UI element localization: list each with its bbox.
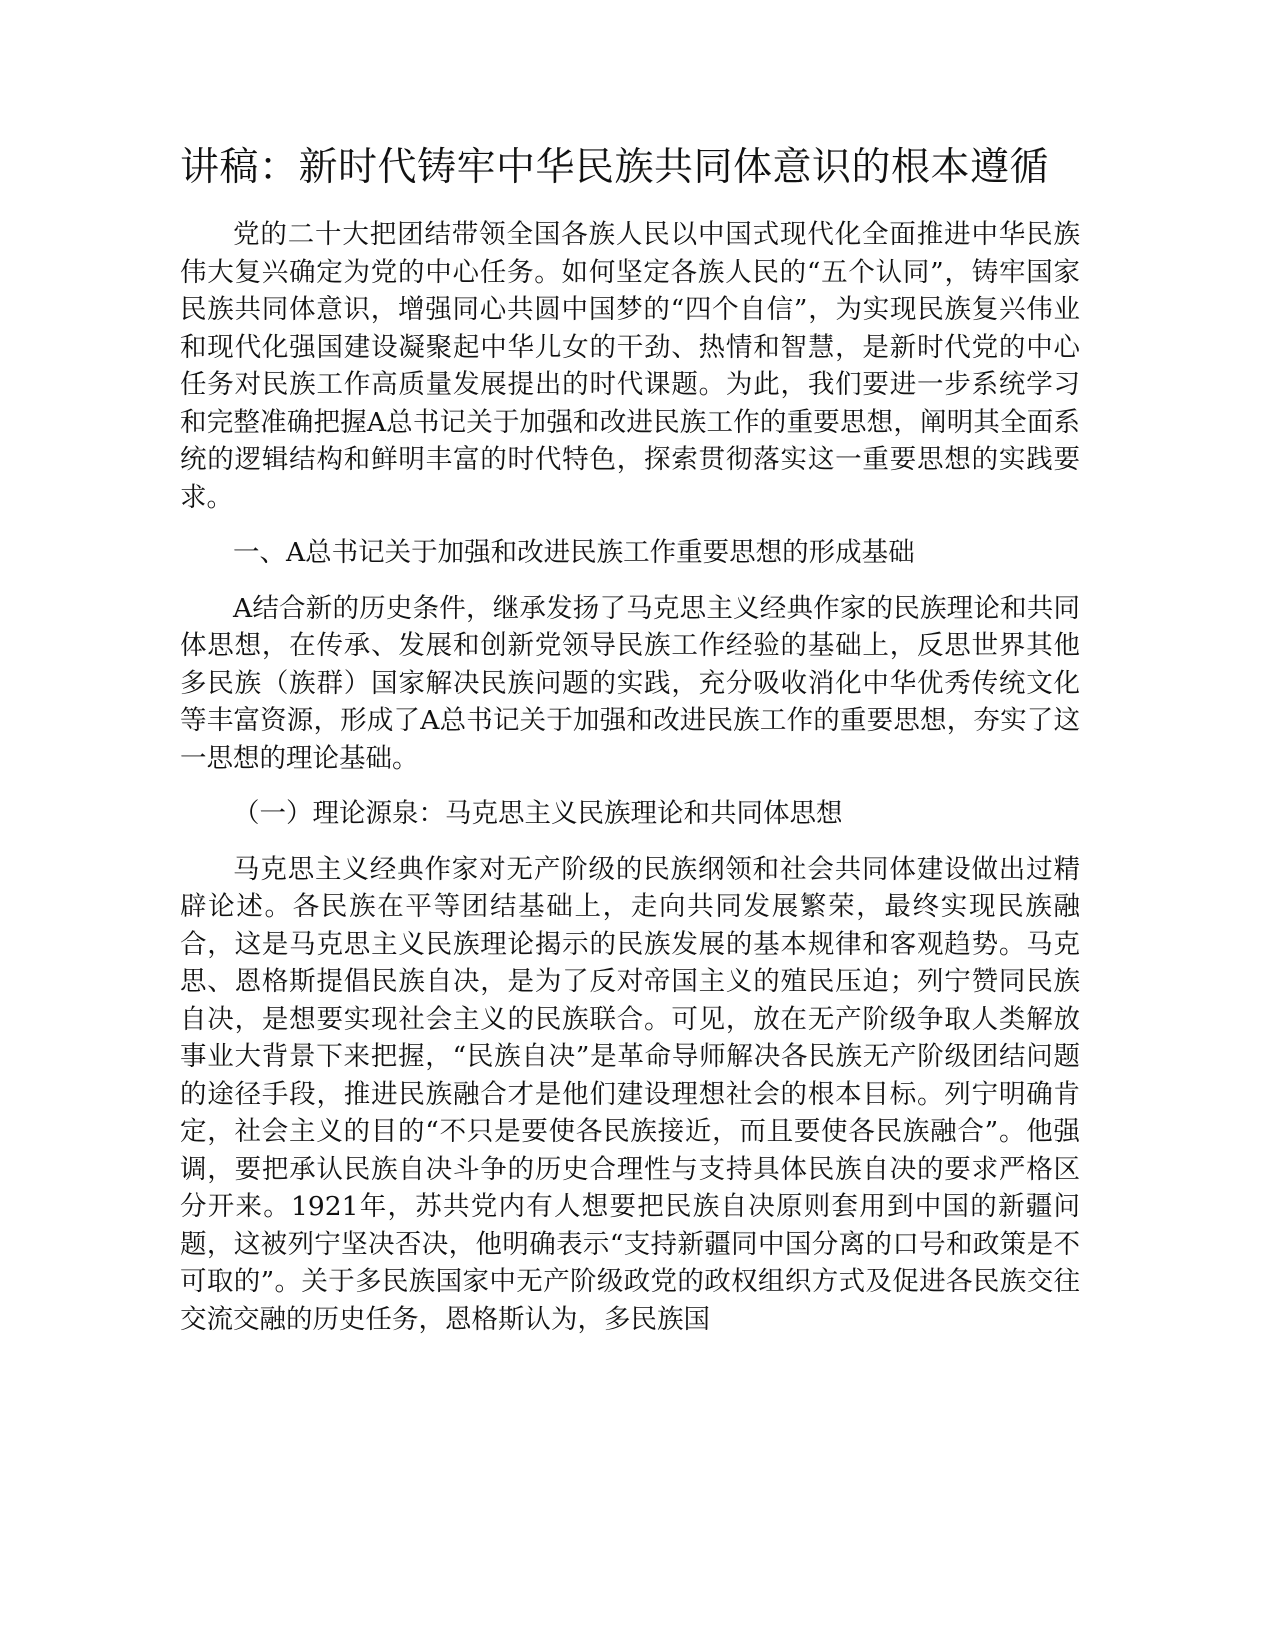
section-heading-1: 一、A总书记关于加强和改进民族工作重要思想的形成基础 bbox=[233, 537, 915, 568]
paragraph-theoretical-source: 马克思主义经典作家对无产阶级的民族纲领和社会共同体建设做出过精辟论述。各民族在平等团结基础上，走向共同发展繁荣，最终实现民族融合，这是马克思主义民族理论揭示的民族发展的基本规律和客观趋势。马克思、恩格斯提倡民族自决，是为了反对帝国主义的殖民压迫；列宁赞同民族自决，是想要实现社会主义的民族联合。可见，放在无产阶级争取人类解放事业大背景下来把握，“民族自决”是革命导师解决各民族无产阶级团结问题的途径手段，推进民族融合才是他们建设理想社会的根本目标。列宁明确肯定，社会主义的目的“不只是要使各民族接近，而且要使各民族融合”。他强调，要把承认民族自决斗争的历史合理性与支持具体民族自决的要求严格区分开来。1921年，苏共党内有人想要把民族自决原则套用到中国的新疆问题，这被列宁坚决否决，他明确表示“支持新疆同中国分离的口号和政策是不可取的”。关于多民族国家中无产阶级政党的政权组织方式及促进各民族交往交流交融的历史任务，恩格斯认为，多民族国 bbox=[180, 853, 1080, 1335]
paragraph-intro: 党的二十大把团结带领全国各族人民以中国式现代化全面推进中华民族伟大复兴确定为党的中心任务。如何坚定各族人民的“五个认同”，铸牢国家民族共同体意识，增强同心共圆中国梦的“四个自信”，为实现民族复兴伟业和现代化强国建设凝聚起中华儿女的干劲、热情和智慧，是新时代党的中心任务对民族工作高质量发展提出的时代课题。为此，我们要进一步系统学习和完整准确把握A总书记关于加强和改进民族工作的重要思想，阐明其全面系统的逻辑结构和鲜明丰富的时代特色，探索贯彻落实这一重要思想的实践要求。 bbox=[180, 219, 1080, 513]
subsection-heading-1: （一）理论源泉：马克思主义民族理论和共同体思想 bbox=[233, 798, 843, 829]
document-title: 讲稿：新时代铸牢中华民族共同体意识的根本遵循 bbox=[180, 145, 1050, 190]
paragraph-formation-basis: A结合新的历史条件，继承发扬了马克思主义经典作家的民族理论和共同体思想，在传承、发展和创新党领导民族工作经验的基础上，反思世界其他多民族（族群）国家解决民族问题的实践，充分吸收消化中华优秀传统文化等丰富资源，形成了A总书记关于加强和改进民族工作的重要思想，夯实了这一思想的理论基础。 bbox=[180, 592, 1080, 774]
document-page bbox=[180, 140, 1080, 1356]
